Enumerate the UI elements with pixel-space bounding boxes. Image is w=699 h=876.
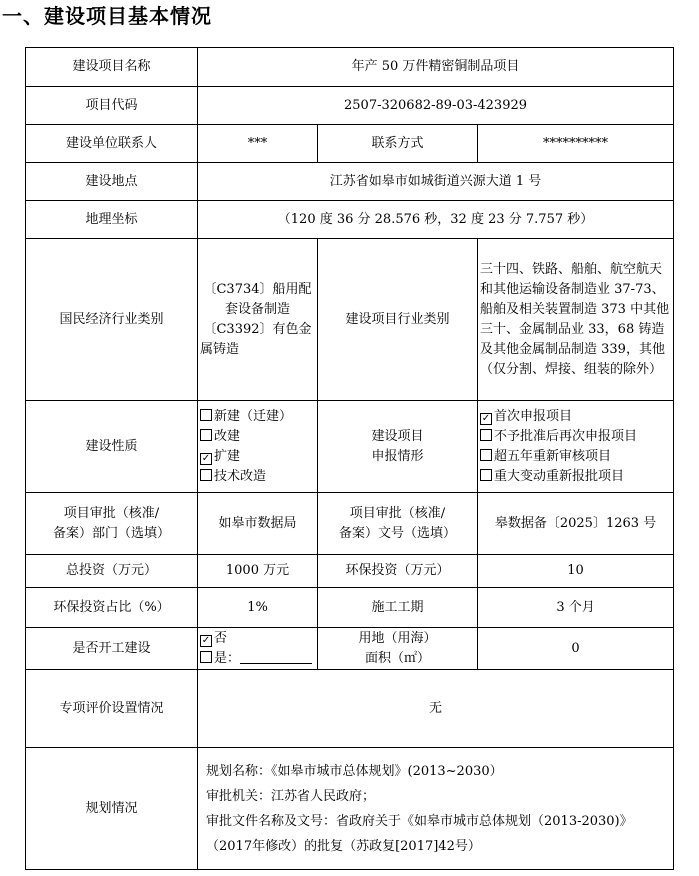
nature-options — [198, 401, 318, 493]
value-env-ratio: 1% — [198, 588, 318, 628]
value-env-investment: 10 — [478, 555, 674, 588]
row-approval — [26, 493, 674, 555]
checkbox-checked-icon: ✓ — [201, 452, 211, 464]
label-approval-dept: 项目审批（核准/ 备案）部门（选填） — [26, 493, 198, 555]
checkbox-icon — [480, 449, 492, 461]
label-project-code: 项目代码 — [26, 87, 198, 125]
label-env-investment: 环保投资（万元） — [318, 555, 478, 588]
row-planning — [26, 748, 674, 870]
checkbox-icon — [480, 429, 492, 441]
filing-option-resubmit[interactable]: 不予批准后再次申报项目 — [480, 427, 671, 447]
nature-option-rebuild[interactable]: 改建 — [200, 427, 315, 447]
row-investment — [26, 555, 674, 588]
label-approval-number: 项目审批（核准/ 备案）文号（选填） — [318, 493, 478, 555]
checkbox-icon — [200, 429, 212, 441]
checkbox-icon — [480, 469, 492, 481]
value-construction-period: 3 个月 — [478, 588, 674, 628]
value-land-area: 0 — [478, 628, 674, 670]
label-total-investment: 总投资（万元） — [26, 555, 198, 588]
checkbox-checked-icon: ✓ — [481, 412, 491, 424]
yes-blank-line — [240, 649, 312, 664]
value-special-evaluation: 无 — [198, 670, 674, 748]
checkbox-icon — [200, 651, 212, 663]
section-title: 一、建设项目基本情况 — [2, 4, 212, 28]
label-env-ratio: 环保投资占比（%） — [26, 588, 198, 628]
value-location: 江苏省如皋市如城街道兴源大道 1 号 — [198, 163, 674, 201]
value-project-code: 2507-320682-89-03-423929 — [198, 87, 674, 125]
nature-option-expand[interactable]: ✓ 扩建 — [201, 448, 241, 464]
row-started — [26, 628, 674, 670]
label-industry: 国民经济行业类别 — [26, 239, 198, 401]
label-contact-person: 建设单位联系人 — [26, 125, 198, 163]
project-info-table — [25, 47, 674, 870]
label-location: 建设地点 — [26, 163, 198, 201]
value-planning — [198, 748, 674, 870]
value-project-name: 年产 50 万件精密铜制品项目 — [198, 48, 674, 87]
label-coordinates: 地理坐标 — [26, 201, 198, 239]
value-approval-dept: 如皋市数据局 — [198, 493, 318, 555]
nature-option-tech[interactable]: 技术改造 — [200, 467, 315, 487]
checkbox-icon — [200, 409, 212, 421]
project-industry-line2: 三十、金属制品业 33，68 铸造及其他金属制品制造 339，其他（仅分割、焊接、组装的除外） — [480, 321, 665, 377]
row-project-name — [26, 48, 674, 87]
row-nature — [26, 401, 674, 493]
row-location — [26, 163, 674, 201]
label-nature: 建设性质 — [26, 401, 198, 493]
started-options — [198, 628, 318, 670]
project-industry-line1: 三十四、铁路、船舶、航空航天和其他运输设备制造业 37-73、船舶及相关装置制造 373 中其他 — [480, 261, 670, 317]
filing-type-options — [478, 401, 674, 493]
row-special-evaluation — [26, 670, 674, 748]
label-project-industry: 建设项目行业类别 — [318, 239, 478, 401]
value-project-industry — [478, 239, 674, 401]
planning-line-authority: 审批机关：江苏省人民政府； — [206, 788, 376, 804]
row-industry — [26, 239, 674, 401]
label-planning: 规划情况 — [26, 748, 198, 870]
label-land-area: 用地（用海） 面积（㎡） — [318, 628, 478, 670]
nature-option-new[interactable]: 新建（迁建） — [200, 407, 315, 427]
checkbox-icon — [200, 469, 212, 481]
checkbox-checked-icon: ✓ — [201, 634, 211, 646]
row-contact — [26, 125, 674, 163]
value-approval-number: 皋数据备〔2025〕1263 号 — [478, 493, 674, 555]
row-ratio — [26, 588, 674, 628]
planning-line-name: 规划名称：《如皋市城市总体规划》(2013~2030） — [206, 763, 503, 779]
value-coordinates: （120 度 36 分 28.576 秒，32 度 23 分 7.757 秒） — [198, 201, 674, 239]
started-option-yes[interactable]: 是： — [200, 649, 315, 669]
filing-option-first[interactable]: ✓ 首次申报项目 — [481, 408, 573, 424]
label-construction-period: 施工工期 — [318, 588, 478, 628]
value-contact-method: ********** — [478, 125, 674, 163]
filing-option-major-change[interactable]: 重大变动重新报批项目 — [480, 467, 671, 487]
planning-line-document: 审批文件名称及文号：省政府关于《如皋市城市总体规划（2013-2030)》（2017年修改）的批复（苏政复[2017]42号） — [206, 813, 633, 854]
row-project-code — [26, 87, 674, 125]
label-contact-method: 联系方式 — [318, 125, 478, 163]
label-started: 是否开工建设 — [26, 628, 198, 670]
row-coordinates — [26, 201, 674, 239]
filing-option-five-year[interactable]: 超五年重新审核项目 — [480, 447, 671, 467]
label-filing-type: 建设项目 申报情形 — [318, 401, 478, 493]
label-special-evaluation: 专项评价设置情况 — [26, 670, 198, 748]
value-contact-person: *** — [198, 125, 318, 163]
started-option-no[interactable]: ✓ 否 — [201, 630, 228, 646]
value-total-investment: 1000 万元 — [198, 555, 318, 588]
value-industry: 〔C3734〕船用配套设备制造〔C3392〕有色金属铸造 — [198, 239, 318, 401]
label-project-name: 建设项目名称 — [26, 48, 198, 87]
